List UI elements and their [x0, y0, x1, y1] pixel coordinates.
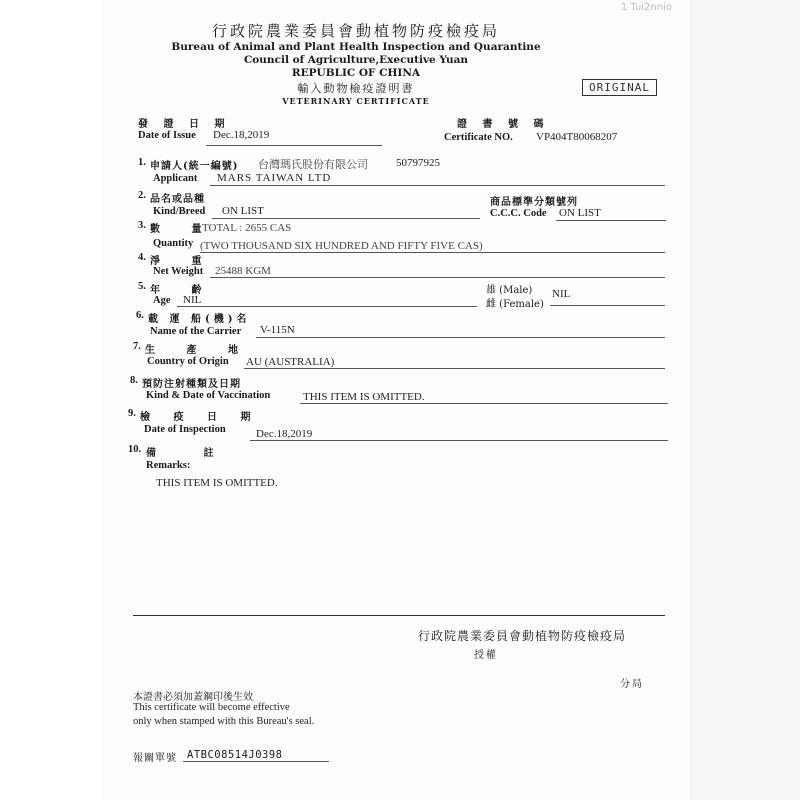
- cert-number-value: VP404T80068207: [536, 131, 618, 143]
- corner-mark: 1 Tui2nnio: [620, 2, 672, 13]
- remarks-num: 10.: [128, 444, 142, 455]
- carrier-num: 6.: [136, 310, 144, 321]
- background-right: [690, 0, 800, 800]
- weight-label-zh: 淨 重: [150, 256, 216, 267]
- footer-agency-zh: 行政院農業委員會動植物防疫檢疫局: [418, 629, 627, 643]
- issue-rule: [206, 145, 382, 146]
- weight-value: 25488 KGM: [215, 265, 271, 277]
- quantity-num: 3.: [138, 220, 146, 231]
- carrier-label-zh: 載 運 船(機)名: [148, 314, 251, 325]
- kind-num: 2.: [138, 190, 146, 201]
- kind-value: ON LIST: [222, 205, 264, 217]
- kind-rule: [212, 218, 480, 219]
- origin-label-en: Country of Origin: [147, 356, 229, 367]
- weight-rule: [210, 277, 665, 278]
- signature-rule: [133, 615, 665, 616]
- female-label: 雌 (Female): [486, 299, 544, 310]
- doc-title-zh: 輸入動物檢疫證明書: [297, 82, 415, 95]
- authorized-zh: 授權: [474, 650, 498, 661]
- remarks-value: THIS ITEM IS OMITTED.: [156, 477, 278, 489]
- age-label-zh: 年 齡: [150, 285, 216, 296]
- vaccination-label-zh: 預防注射種類及日期: [142, 379, 241, 390]
- age-value: NIL: [183, 294, 202, 306]
- male-label: 雄 (Male): [486, 285, 533, 296]
- origin-value: AU (AUSTRALIA): [246, 356, 335, 368]
- seal-note-en-1: This certificate will become effective: [133, 702, 290, 713]
- applicant-rule: [210, 185, 665, 186]
- weight-num: 4.: [138, 252, 146, 263]
- quantity-value-words: (TWO THOUSAND SIX HUNDRED AND FIFTY FIVE CAS): [200, 240, 483, 252]
- applicant-value-zh: 台灣瑪氏股份有限公司: [258, 158, 368, 171]
- origin-num: 7.: [133, 341, 141, 352]
- ref-label-zh: 報關單號: [133, 753, 177, 764]
- vaccination-num: 8.: [130, 375, 138, 386]
- ccc-label-en: C.C.C. Code: [490, 208, 547, 219]
- background-left: [0, 0, 104, 800]
- applicant-label-en: Applicant: [153, 173, 198, 184]
- ccc-label-zh: 商品標準分類號列: [490, 197, 578, 208]
- weight-label-en: Net Weight: [153, 266, 204, 277]
- origin-label-zh: 生 產 地: [145, 345, 252, 356]
- council-title: Council of Agriculture,Executive Yuan: [243, 54, 469, 66]
- country-title: REPUBLIC OF CHINA: [291, 67, 421, 79]
- inspection-rule: [250, 440, 668, 441]
- ref-rule: [183, 761, 329, 762]
- inspection-label-zh: 檢 疫 日 期: [140, 412, 261, 423]
- quantity-value-total: TOTAL : 2655 CAS: [202, 222, 292, 234]
- age-label-en: Age: [153, 295, 171, 306]
- applicant-label-zh: 申請人(統一編號): [150, 161, 239, 172]
- carrier-label-en: Name of the Carrier: [150, 326, 242, 337]
- kind-label-en: Kind/Breed: [153, 206, 206, 217]
- quantity-rule: [200, 252, 665, 253]
- kind-label-zh: 品名或品種: [150, 194, 205, 205]
- sex-value: NIL: [552, 288, 571, 300]
- remarks-label-en: Remarks:: [146, 460, 191, 471]
- ccc-value: ON LIST: [559, 207, 601, 219]
- seal-note-zh: 本證書必須加蓋鋼印後生效: [133, 692, 253, 703]
- origin-rule: [244, 368, 665, 369]
- issue-label-zh: 發 證 日 期: [138, 119, 231, 130]
- applicant-value: MARS TAIWAN LTD: [217, 172, 332, 184]
- issue-date-value: Dec.18,2019: [213, 129, 270, 141]
- inspection-label-en: Date of Inspection: [144, 424, 226, 435]
- age-num: 5.: [138, 281, 146, 292]
- cert-label-en: Certificate NO.: [444, 132, 513, 143]
- vaccination-label-en: Kind & Date of Vaccination: [146, 390, 271, 401]
- remarks-label-zh: 備 註: [146, 448, 236, 459]
- quantity-label-en: Quantity: [153, 238, 194, 249]
- doc-title-en: VETERINARY CERTIFICATE: [282, 96, 430, 106]
- ref-value: ATBC08514J0398: [187, 749, 283, 761]
- agency-title-en: Bureau of Animal and Plant Health Inspection and Quarantine: [171, 41, 541, 53]
- branch-zh: 分局: [620, 679, 644, 690]
- ccc-rule: [556, 220, 666, 221]
- inspection-value: Dec.18,2019: [256, 428, 313, 440]
- original-stamp: ORIGINAL: [582, 79, 657, 96]
- quantity-label-zh: 數 量: [150, 224, 216, 235]
- applicant-num: 1.: [138, 157, 146, 168]
- inspection-num: 9.: [128, 408, 136, 419]
- issue-label-en: Date of Issue: [138, 130, 196, 141]
- vaccination-value: THIS ITEM IS OMITTED.: [303, 391, 425, 403]
- seal-note-en-2: only when stamped with this Bureau's seal.: [133, 716, 315, 727]
- cert-label-zh: 證 書 號 碼: [457, 119, 550, 130]
- applicant-id-value: 50797925: [396, 157, 440, 169]
- vaccination-rule: [300, 403, 668, 404]
- sex-rule: [550, 305, 665, 306]
- carrier-value: V-115N: [260, 324, 295, 336]
- carrier-rule: [256, 337, 665, 338]
- age-rule: [177, 306, 477, 307]
- agency-title-zh: 行政院農業委員會動植物防疫檢疫局: [211, 22, 500, 40]
